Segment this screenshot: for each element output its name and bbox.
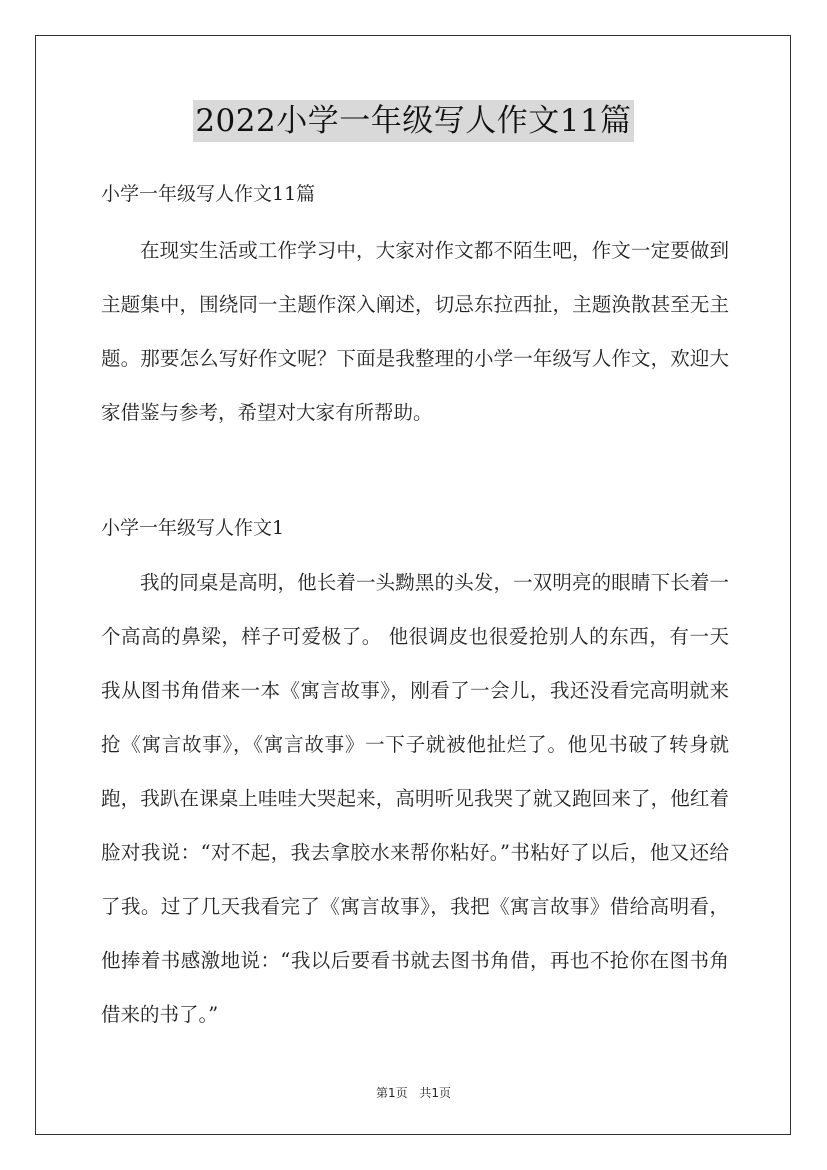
page-footer bbox=[0, 1084, 827, 1101]
essay1-paragraph: 我的同桌是高明，他长着一头黝黑的头发，一双明亮的眼睛下长着一个高高的鼻梁，样子可爱极了。 他很调皮也很爱抢别人的东西，有一天我从图书角借来一本《寓言故事》，刚看了一会儿，我还没看完高明就来抢《寓言故事》，《寓言故事》一下子就被他扯烂了。他见书破了转身就跑，我趴在课桌上哇哇大哭起来，高明听见我哭了就又跑回来了，他红着脸对我说：“对不起，我去拿胶水来帮你粘好。”书粘好了以后，他又还给了我。过了几天我看完了《寓言故事》，我把《寓言故事》借给高明看，他捧着书感激地说：“我以后要看书就去图书角借，再也不抢你在图书角借来的书了。” bbox=[101, 571, 729, 1026]
document-body bbox=[101, 176, 729, 1042]
section-gap bbox=[101, 440, 729, 510]
page-count: 共1页 bbox=[419, 1086, 452, 1100]
intro-heading: 小学一年级写人作文11篇 bbox=[101, 183, 316, 205]
document-title: 2022小学一年级写人作文11篇 bbox=[193, 100, 633, 142]
essay1-heading: 小学一年级写人作文1 bbox=[101, 517, 285, 539]
page-number: 第1页 bbox=[375, 1086, 408, 1100]
title-container bbox=[0, 100, 827, 142]
intro-paragraph: 在现实生活或工作学习中，大家对作文都不陌生吧，作文一定要做到主题集中，围绕同一主题作深入阐述，切忌东拉西扯，主题涣散甚至无主题。那要怎么写好作文呢？下面是我整理的小学一年级写人作文，欢迎大家借鉴与参考，希望对大家有所帮助。 bbox=[101, 239, 729, 424]
